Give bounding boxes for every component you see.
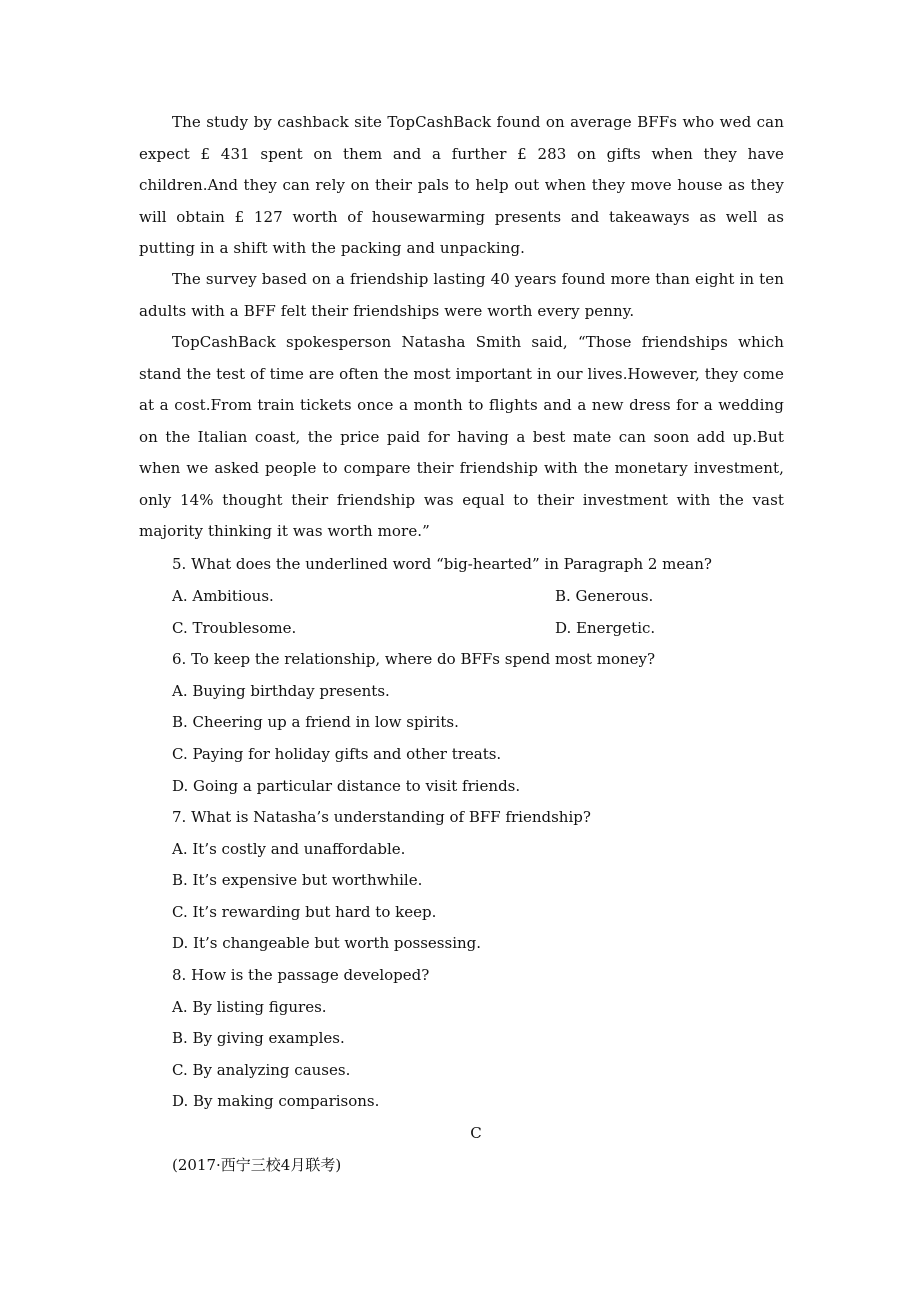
question-6-option-b: B. Cheering up a friend in low spirits.: [172, 713, 459, 731]
paragraph-spending-figures: The study by cashback site TopCashBack found on average BFFs who wed can expect £ 431 spent on them and a further £ 283 on gifts when they have children.And they can rely on their pals to help out when they move house as they will obtain £ 127 worth of housewarming presents and takeaways as well as putting in a shift with the packing and unpacking.: [139, 113, 784, 257]
question-8-option-a: A. By listing figures.: [172, 998, 327, 1016]
question-5-option-b: B. Generous.: [555, 587, 654, 605]
question-6-option-c: C. Paying for holiday gifts and other treats.: [172, 745, 502, 763]
question-6-option-a: A. Buying birthday presents.: [172, 682, 390, 700]
question-7-option-c: C. It’s rewarding but hard to keep.: [172, 903, 437, 921]
question-8-option-b: B. By giving examples.: [172, 1029, 345, 1047]
section-heading: C: [470, 1124, 482, 1142]
question-8-option-d: D. By making comparisons.: [172, 1092, 380, 1110]
paragraph-survey: The survey based on a friendship lasting 40 years found more than eight in ten adults with a BFF felt their friendships were worth every penny.: [139, 270, 784, 320]
question-6-option-d: D. Going a particular distance to visit friends.: [172, 777, 521, 795]
question-7-option-b: B. It’s expensive but worthwhile.: [172, 871, 423, 889]
paragraph-spokesperson-quote: TopCashBack spokesperson Natasha Smith said, “Those friendships which stand the test of time are often the most important in our lives.However, they come at a cost.From train tickets once a month to flights and a new dress for a wedding on the Italian coast, the price paid for having a best mate can soon add up.But when we asked people to compare their friendship with the monetary investment, only 14% thought their friendship was equal to their investment with the vast majority thinking it was worth more.”: [139, 333, 784, 540]
question-7-option-a: A. It’s costly and unaffordable.: [172, 840, 406, 858]
question-7-option-d: D. It’s changeable but worth possessing.: [172, 934, 482, 952]
question-5-option-a: A. Ambitious.: [172, 587, 274, 605]
question-8-option-c: C. By analyzing causes.: [172, 1061, 351, 1079]
section-source: (2017·西宁三校4月联考): [172, 1156, 342, 1174]
question-5-option-d: D. Energetic.: [555, 619, 656, 637]
question-5-option-c: C. Troublesome.: [172, 619, 297, 637]
question-5-stem: 5. What does the underlined word “big-hearted” in Paragraph 2 mean?: [172, 555, 712, 573]
question-6-stem: 6. To keep the relationship, where do BFFs spend most money?: [172, 650, 656, 668]
question-7-stem: 7. What is Natasha’s understanding of BFF friendship?: [172, 808, 591, 826]
question-8-stem: 8. How is the passage developed?: [172, 966, 430, 984]
